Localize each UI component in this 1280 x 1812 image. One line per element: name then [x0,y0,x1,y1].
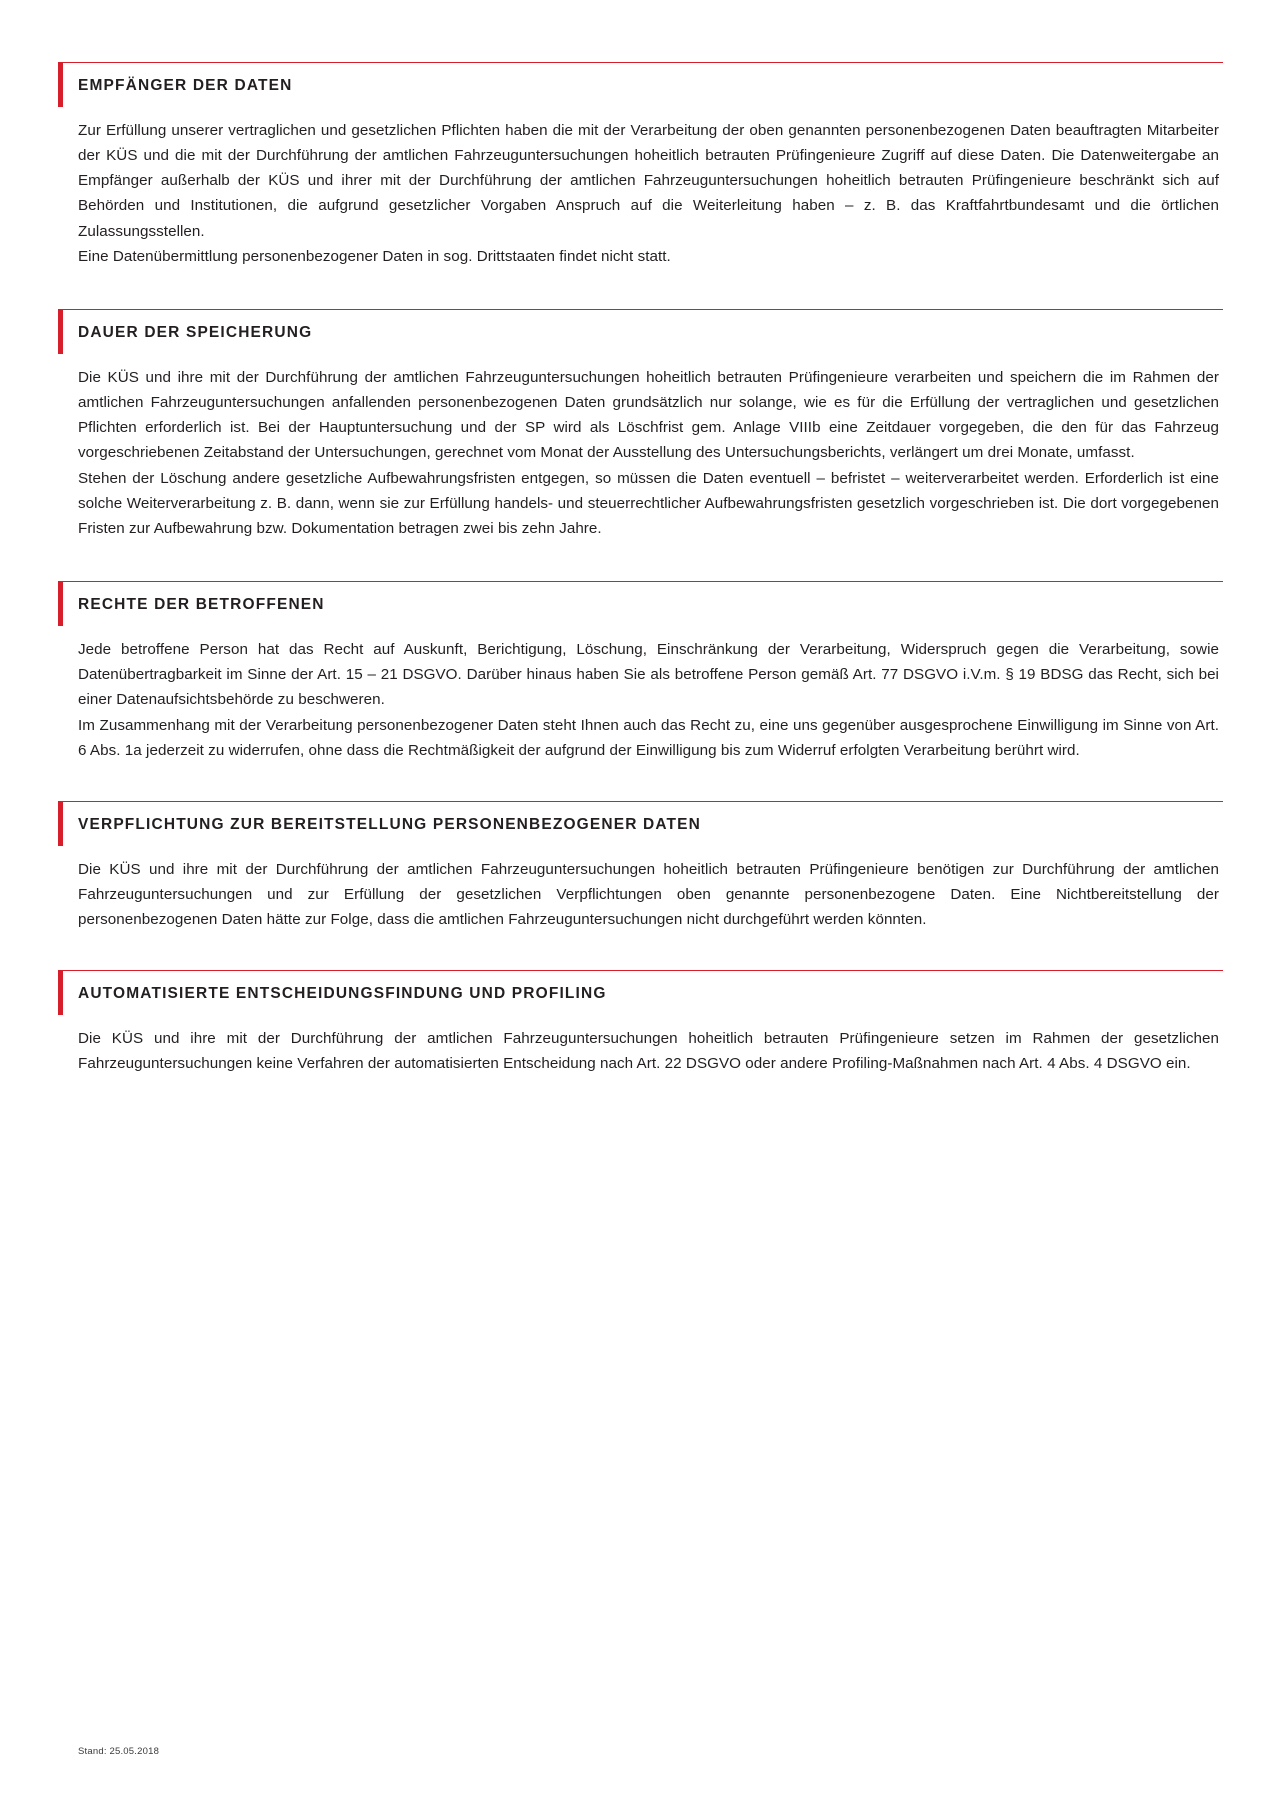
section-body [58,841,1223,933]
spacer [58,769,1223,801]
paragraph: Die KÜS und ihre mit der Durchführung der amtlichen Fahrzeuguntersuchungen hoheitlich betrauten Prüfingenieure setzen im Rahmen der gesetzlichen Fahrzeuguntersuchungen keine Verfahren der automatisierten Entscheidung nach Art. 22 DSGVO oder andere Profiling-Maßnahmen nach Art. 4 Abs. 4 DSGVO ein. [78,1029,1219,1073]
paragraph: Stehen der Löschung andere gesetzliche Aufbewahrungsfristen entgegen, so müssen die Daten eventuell – befristet – weiterverarbeitet werden. Erforderlich ist eine solche Weiterverarbeitung z. B. dann, wenn sie zur Erfüllung handels- und steuerrechtlicher Aufbewahrungsfristen gesetzlich vorgeschrieben ist. Die dort vorgegebenen Fristen zur Aufbewahrung bzw. Dokumentation betragen zwei bis zehn Jahre. [78,469,1219,537]
paragraph: Eine Datenübermittlung personenbezogener Daten in sog. Drittstaaten findet nicht statt. [78,247,671,265]
spacer [58,938,1223,970]
section-body [58,349,1223,542]
paragraph: Die KÜS und ihre mit der Durchführung der amtlichen Fahrzeuguntersuchungen hoheitlich betrauten Prüfingenieure benötigen zur Durchführung der amtlichen Fahrzeuguntersuchungen und zur Erfüllung der gesetzlichen Verpflichtungen oben genannte personenbezogene Daten. Eine Nichtbereitstellung der personenbezogenen Daten hätte zur Folge, dass die amtlichen Fahrzeuguntersuchungen nicht durchgeführt werden könnten. [78,860,1219,929]
section-empfaenger-der-daten [58,62,1223,269]
document-footer-stand: Stand: 25.05.2018 [78,1746,160,1757]
accent-bar [58,582,63,626]
section-header [58,309,1223,349]
section-body [58,1010,1223,1076]
accent-bar [58,310,63,354]
section-body [58,621,1223,763]
section-dauer-der-speicherung [58,309,1223,541]
section-header [58,970,1223,1010]
section-title: EMPFÄNGER DER DATEN [78,77,293,94]
section-rechte-der-betroffenen [58,581,1223,763]
paragraph: Zur Erfüllung unserer vertraglichen und gesetzlichen Pflichten haben die mit der Verarbeitung der oben genannten personenbezogenen Daten beauftragten Mitarbeiter der KÜS und die mit der Durchführung der amtlichen Fahrzeuguntersuchungen hoheitlich betrauten Prüfingenieure Zugriff auf diese Daten. Die Datenweitergabe an Empfänger außerhalb der KÜS und ihrer mit der Durchführung der amtlichen Fahrzeuguntersuchungen hoheitlich betrauten Prüfingenieure beschränkt sich auf Behörden und Institutionen, die aufgrund gesetzlicher Vorgaben Anspruch auf die Weiterleitung haben – z. B. das Kraftfahrtbundesamt und die örtlichen Zulassungsstellen. [78,121,1219,240]
accent-bar [58,63,63,107]
spacer [58,275,1223,309]
document-content [58,62,1223,1082]
paragraph: Jede betroffene Person hat das Recht auf Auskunft, Berichtigung, Löschung, Einschränkung der Verarbeitung, Widerspruch gegen die Verarbeitung, sowie Datenübertragbarkeit im Sinne der Art. 15 – 21 DSGVO. Darüber hinaus haben Sie als betroffene Person gemäß Art. 77 DSGVO i.V.m. § 19 BDSG das Recht, sich bei einer Datenaufsichtsbehörde zu beschweren. [78,640,1219,709]
spacer [58,547,1223,581]
paragraph: Im Zusammenhang mit der Verarbeitung personenbezogener Daten steht Ihnen auch das Recht zu, eine uns gegenüber ausgesprochene Einwilligung im Sinne von Art. 6 Abs. 1a jederzeit zu widerrufen, ohne dass die Rechtmäßigkeit der aufgrund der Einwilligung bis zum Widerruf erfolgten Verarbeitung berührt wird. [78,716,1219,759]
section-title: AUTOMATISIERTE ENTSCHEIDUNGSFINDUNG UND PROFILING [78,985,607,1003]
paragraph: Die KÜS und ihre mit der Durchführung der amtlichen Fahrzeuguntersuchungen hoheitlich betrauten Prüfingenieure verarbeiten und speichern die im Rahmen der amtlichen Fahrzeuguntersuchungen anfallenden personenbezogenen Daten grundsätzlich nur solange, wie es für die Erfüllung der vertraglichen und gesetzlichen Pflichten erforderlich ist. Bei der Hauptuntersuchung und der SP wird als Löschfrist gem. Anlage VIIIb eine Zeitdauer vorgegeben, die den für das Fahrzeug vorgeschriebenen Zeitabstand der Untersuchungen, gerechnet vom Monat der Ausstellung des Untersuchungsberichts, verlängert um drei Monate, umfasst. [78,368,1219,462]
section-title: DAUER DER SPEICHERUNG [78,324,313,341]
accent-bar [58,802,63,846]
section-body [58,102,1223,269]
section-automatisierte-entscheidungsfindung [58,970,1223,1076]
accent-bar [58,971,63,1015]
section-header [58,62,1223,102]
section-header [58,581,1223,621]
section-header [58,801,1223,841]
section-verpflichtung-zur-bereitstellung [58,801,1223,932]
section-title: VERPFLICHTUNG ZUR BEREITSTELLUNG PERSONENBEZOGENER DATEN [78,816,701,833]
section-title: RECHTE DER BETROFFENEN [78,596,325,614]
